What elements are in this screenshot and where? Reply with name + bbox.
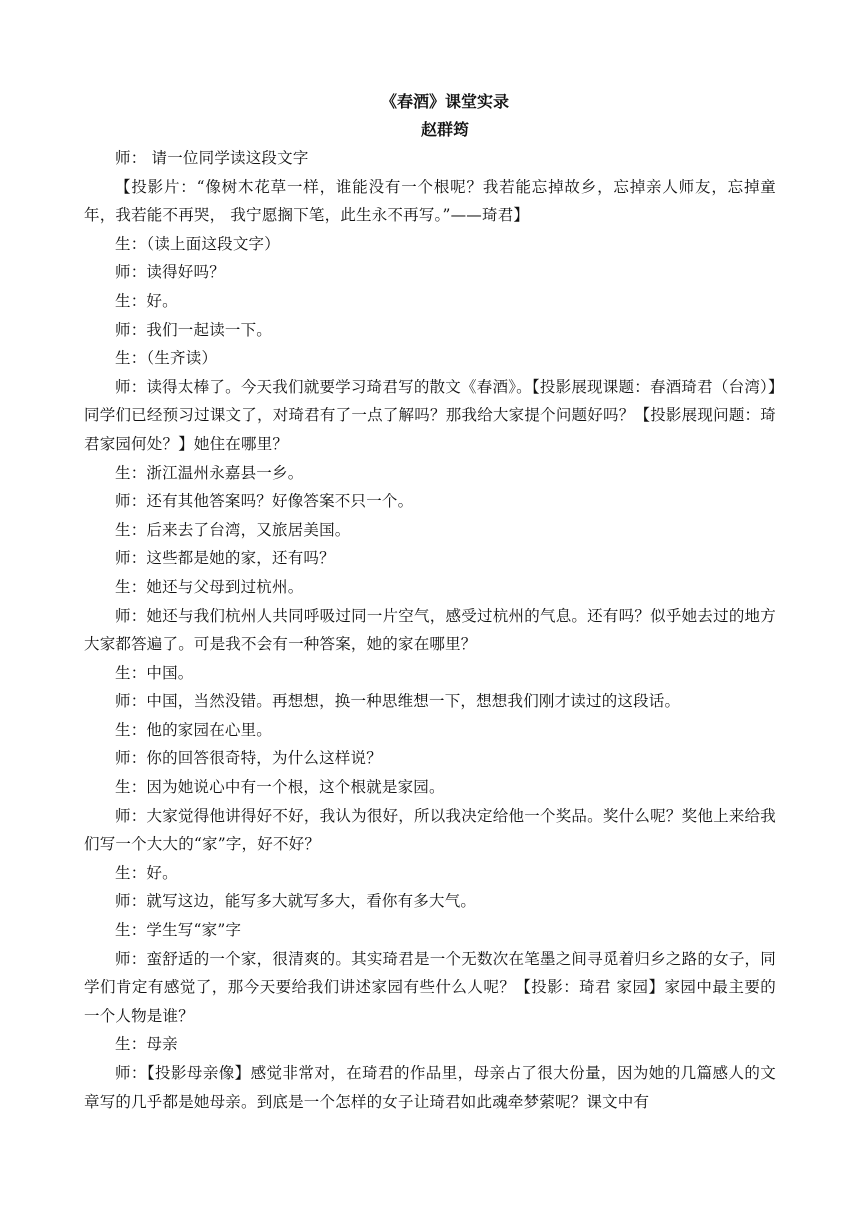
paragraph: 生：（生齐读） xyxy=(115,349,218,368)
paragraph: 生：好。 xyxy=(115,291,178,310)
document-title: 《春酒》课堂实录 xyxy=(380,92,509,111)
paragraph: 师：读得太棒了。今天我们就要学习琦君写的散文《春酒》。【投影展现课题：春酒琦君（台湾）】同学们已经预习过课文了，对琦君有了一点了解吗？那我给大家提个问题好吗？【投影展现问题：琦君家园何处？】她住在哪里？ xyxy=(84,377,776,453)
paragraph: 生：（读上面这段文字） xyxy=(115,234,280,253)
paragraph: 师：中国，当然没错。再想想，换一种思维想一下，想想我们刚才读过的这段话。 xyxy=(115,692,681,711)
paragraph: 师：大家觉得他讲得好不好，我认为很好，所以我决定给他一个奖品。奖什么呢？奖他上来给我们写一个大大的“家”字，好不好？ xyxy=(84,806,776,854)
paragraph: 生：因为她说心中有一个根，这个根就是家园。 xyxy=(115,778,445,797)
paragraph: 师：蛮舒适的一个家，很清爽的。其实琦君是一个无数次在笔墨之间寻觅着归乡之路的女子，同学们肯定有感觉了，那今天要给我们讲述家园有些什么人呢？【投影：琦君 家园】家园中最主要的一个人物是谁？ xyxy=(84,949,776,1025)
paragraph: 师：我们一起读一下。 xyxy=(115,320,273,339)
document-author: 赵群筠 xyxy=(420,120,469,139)
paragraph: 师：还有其他答案吗？好像答案不只一个。 xyxy=(115,492,414,511)
paragraph: 师：【投影母亲像】感觉非常对，在琦君的作品里，母亲占了很大份量，因为她的几篇感人的文章写的几乎都是她母亲。到底是一个怎样的女子让琦君如此魂牵梦萦呢？课文中有 xyxy=(84,1064,776,1111)
paragraph: 生：后来去了台湾，又旅居美国。 xyxy=(115,520,351,539)
paragraph: 师：你的回答很奇特，为什么这样说？ xyxy=(115,749,382,768)
paragraph: 生：学生写“家”字 xyxy=(115,921,242,940)
paragraph: 师： 请一位同学读这段文字 xyxy=(115,149,309,167)
paragraph: 【投影片：“像树木花草一样，谁能没有一个根呢？我若能忘掉故乡，忘掉亲人师友，忘掉童年，我若能不再哭， 我宁愿搁下笔，此生永不再写。”——琦君】 xyxy=(84,177,776,225)
paragraph: 生：母亲 xyxy=(115,1035,178,1054)
paragraph: 生：好。 xyxy=(115,863,178,882)
paragraph: 师：这些都是她的家，还有吗？ xyxy=(115,549,335,568)
paragraph: 师：就写这边，能写多大就写多大，看你有多大气。 xyxy=(115,892,477,911)
paragraph-list xyxy=(84,144,776,1116)
paragraph: 生：浙江温州永嘉县一乡。 xyxy=(115,463,304,482)
paragraph: 师：读得好吗？ xyxy=(115,263,225,282)
paragraph: 生：中国。 xyxy=(115,663,194,682)
paragraph: 师：她还与我们杭州人共同呼吸过同一片空气，感受过杭州的气息。还有吗？似乎她去过的地方大家都答遍了。可是我不会有一种答案，她的家在哪里？ xyxy=(84,606,776,654)
paragraph: 生：他的家园在心里。 xyxy=(115,720,273,739)
paragraph: 生：她还与父母到过杭州。 xyxy=(115,577,304,596)
document-body xyxy=(84,88,776,1116)
